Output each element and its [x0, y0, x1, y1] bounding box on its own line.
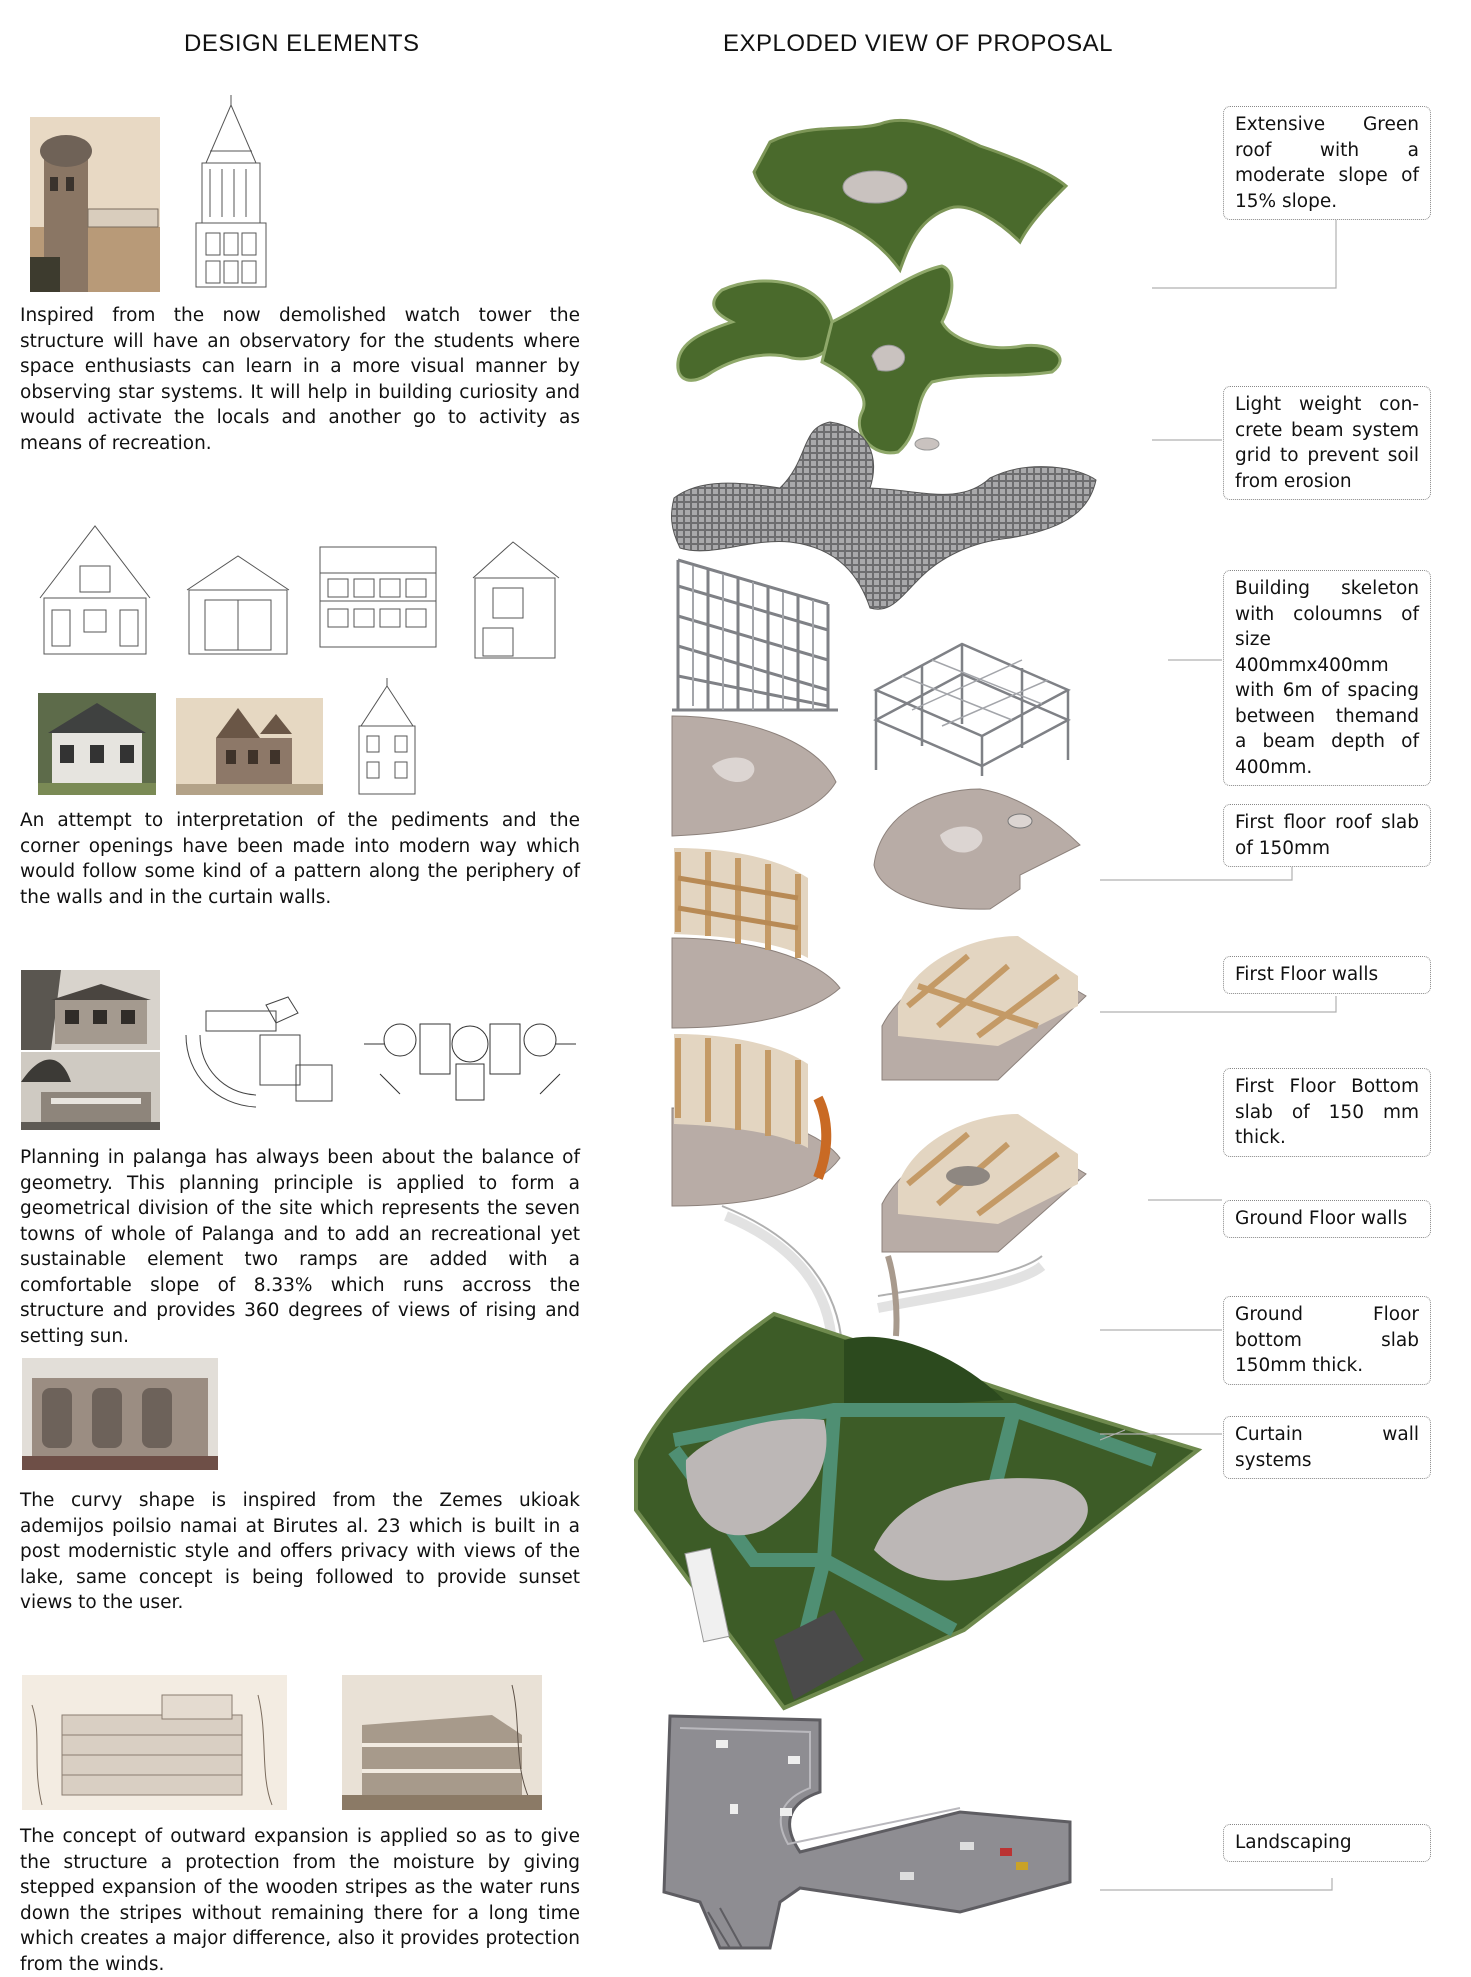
skeleton-right-layer	[872, 640, 1072, 778]
first-floor-walls-right	[878, 916, 1090, 1081]
label-first-floor-bottom-slab: First Floor Bottom slab of 150 mm thick.	[1223, 1068, 1431, 1157]
label-green-roof: Extensive Green roof with a moderate slope of 15% slope.	[1223, 106, 1431, 220]
underground-parking	[660, 1712, 1092, 1952]
curved-site-plan	[176, 995, 336, 1115]
label-ground-floor-walls: Ground Floor walls	[1223, 1200, 1431, 1238]
label-building-skeleton: Building skeleton with coloumns of size 400mmx400mm with 6m of spacing between themand a beam depth of 400mm.	[1223, 570, 1431, 786]
paragraph-planning: Planning in palanga has always been about the balance of geometry. This planning principle is applied to form a geometrical division of the site which represents the seven towns of whole of Palanga and to add an recreational yet sustainable element two ramps are added with a comfortable slope of 8.33% which runs accross the structure and provides 360 degrees of views of rising and setting sun.	[20, 1147, 580, 1347]
historic-building-photo-1	[21, 970, 160, 1050]
label-landscaping: Landscaping	[1223, 1824, 1431, 1862]
house-sketch-1	[36, 518, 154, 658]
exploded-view-heading: EXPLODED VIEW OF PROPOSAL	[723, 30, 1113, 57]
skeleton-left-layer	[668, 556, 843, 714]
historic-building-photo-2	[21, 1052, 160, 1130]
modernist-building-photo	[342, 1675, 542, 1810]
design-elements-heading: DESIGN ELEMENTS	[184, 30, 420, 57]
first-floor-roof-slab-left	[668, 712, 840, 837]
first-floor-walls-left	[668, 838, 844, 1030]
old-villa-photo	[176, 698, 323, 795]
symmetric-floor-plan	[360, 1004, 580, 1114]
paragraph-pediments: An attempt to interpretation of the pediments and the corner openings have been made into modern way which would follow some kind of a pattern along the periphery of the walls and in the curtain walls.	[20, 810, 580, 908]
watch-tower-photo	[30, 117, 160, 292]
villa-photo	[38, 693, 156, 795]
curvy-building-photo	[22, 1358, 218, 1470]
label-ground-floor-bottom-slab: Ground Floor bottom slab 150mm thick.	[1223, 1296, 1431, 1385]
label-first-floor-walls: First Floor walls	[1223, 956, 1431, 994]
paragraph-outward-expansion: The concept of outward expansion is applied so as to give the structure a protection from the moisture by giving stepped expansion of the wooden stripes as the water runs down the stripes without remaining there for a long time which creates a major difference, also it provides protection from the winds.	[20, 1826, 580, 1975]
watch-tower-sketch	[192, 93, 270, 289]
green-roof-layer	[750, 112, 1070, 272]
house-sketch-3	[318, 543, 438, 653]
paragraph-curvy-shape: The curvy shape is inspired from the Zemes ukioak ademijos poilsio namai at Birutes al. 23 which is built in a post modernistic style and offers privacy with views of the lake, same concept is being followed to provide sunset views to the user.	[20, 1490, 580, 1613]
house-sketch-2	[183, 550, 293, 658]
modernist-building-sketch	[22, 1675, 287, 1810]
first-floor-roof-slab-right	[870, 785, 1085, 913]
label-concrete-grid: Light weight con-crete beam system grid to prevent soil from erosion	[1223, 386, 1431, 500]
house-sketch-4	[463, 538, 563, 660]
label-curtain-wall-systems: Curtain wall systems	[1223, 1416, 1431, 1479]
label-first-floor-roof-slab: First floor roof slab of 150mm	[1223, 804, 1431, 867]
ground-floor-walls-left	[668, 1028, 844, 1208]
tower-house-sketch	[353, 676, 421, 796]
paragraph-watch-tower: Inspired from the now demolished watch tower the structure will have an observatory for the students where space enthusiasts can learn in a more visual manner by observing star systems. It will help in building curiosity and would activate the locals and another go to activity as means of recreation.	[20, 305, 580, 454]
